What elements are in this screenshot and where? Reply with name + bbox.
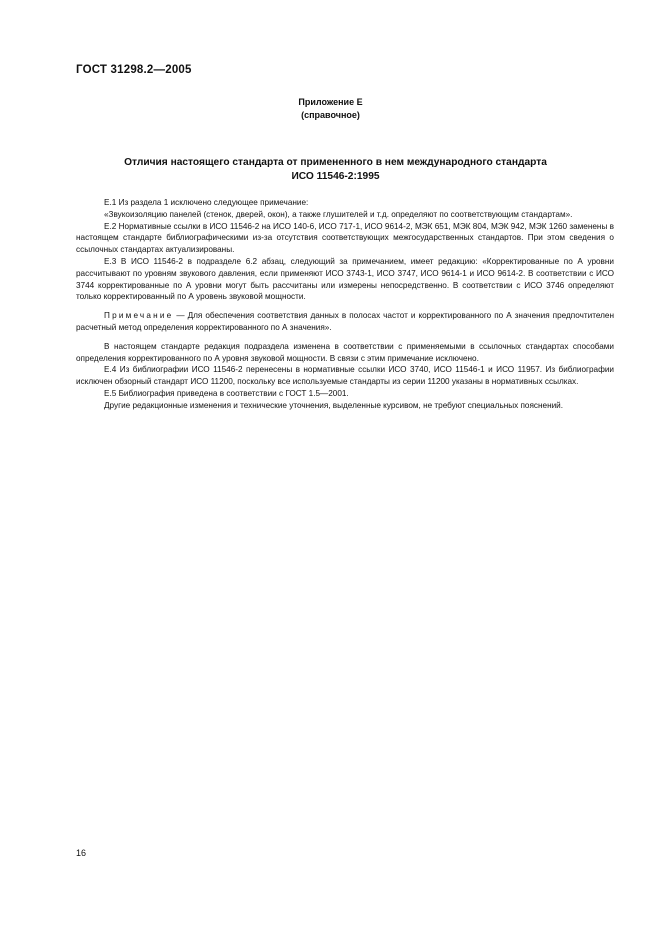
annex-title: Приложение Е: [298, 97, 363, 107]
paragraph-e1: Е.1 Из раздела 1 исключено следующее примечание:: [104, 198, 309, 207]
paragraph-edition: В настоящем стандарте редакция подраздела изменена в соответствии с применяемыми в ссылочных стандартах способами определения корректированного по А уровня звуковой мощности. В связи с этим примечание исключено.: [76, 341, 614, 363]
paragraph-e3: Е.3 В ИСО 11546-2 в подразделе 6.2 абзац, следующий за примечанием, имеет редакцию: «Корректированные по А уровни рассчитывают по уровням звукового давления, если применяют ИСО 3743-1, ИСО 3747, ИСО 9614-1 и ИСО 9614-2. В соответствии с ИСО 3744 корректированные по А уровни могут быть рассчитаны или измерены непосредственно. В соответствии с ИСО 3746 определяют только корректированный по А уровень звуковой мощности.: [76, 256, 614, 302]
paragraph-e2: Е.2 Нормативные ссылки в ИСО 11546-2 на ИСО 140-6, ИСО 717-1, ИСО 9614-2, МЭК 651, МЭК 804, МЭК 942, МЭК 1260 заменены в настоящем стандарте библиографическими из-за отсутствия соответствующих межгосударственных стандартов. При этом сведения о ссылочных стандартах актуализированы.: [76, 221, 614, 255]
note-paragraph: [76, 310, 614, 334]
section-title-line1: Отличия настоящего стандарта от примененного в нем международного стандарта: [124, 157, 547, 168]
paragraph-other: Другие редакционные изменения и технические уточнения, выделенные курсивом, не требуют специальных пояснений.: [104, 400, 564, 410]
section-title: [76, 156, 595, 184]
document-body: [76, 197, 614, 412]
paragraph-e5: Е.5 Библиография приведена в соответствии с ГОСТ 1.5—2001.: [104, 388, 349, 398]
note-text: — Для обеспечения соответствия данных в полосах частот и корректированного по А значения предпочтителен расчетный метод определения корректированного по А значения».: [76, 311, 614, 332]
annex-subtitle: (справочное): [301, 110, 360, 120]
paragraph-quote: «Звукоизоляцию панелей (стенок, дверей, окон), а также глушителей и т.д. определяют по соответствующим стандартам».: [104, 209, 573, 219]
paragraph-e4: Е.4 Из библиографии ИСО 11546-2 перенесены в нормативные ссылки ИСО 3740, ИСО 11546-1 и ИСО 11957. Из библиографии исключен обзорный стандарт ИСО 11200, поскольку все используемые стандарты из серии 11200 указаны в нормативных ссылках.: [76, 365, 614, 387]
note-label: Примечание: [104, 311, 174, 321]
section-title-line2: ИСО 11546-2:1995: [291, 171, 380, 182]
annex-heading: [76, 96, 585, 122]
document-header: ГОСТ 31298.2—2005: [76, 64, 192, 76]
page-number: 16: [76, 848, 87, 858]
